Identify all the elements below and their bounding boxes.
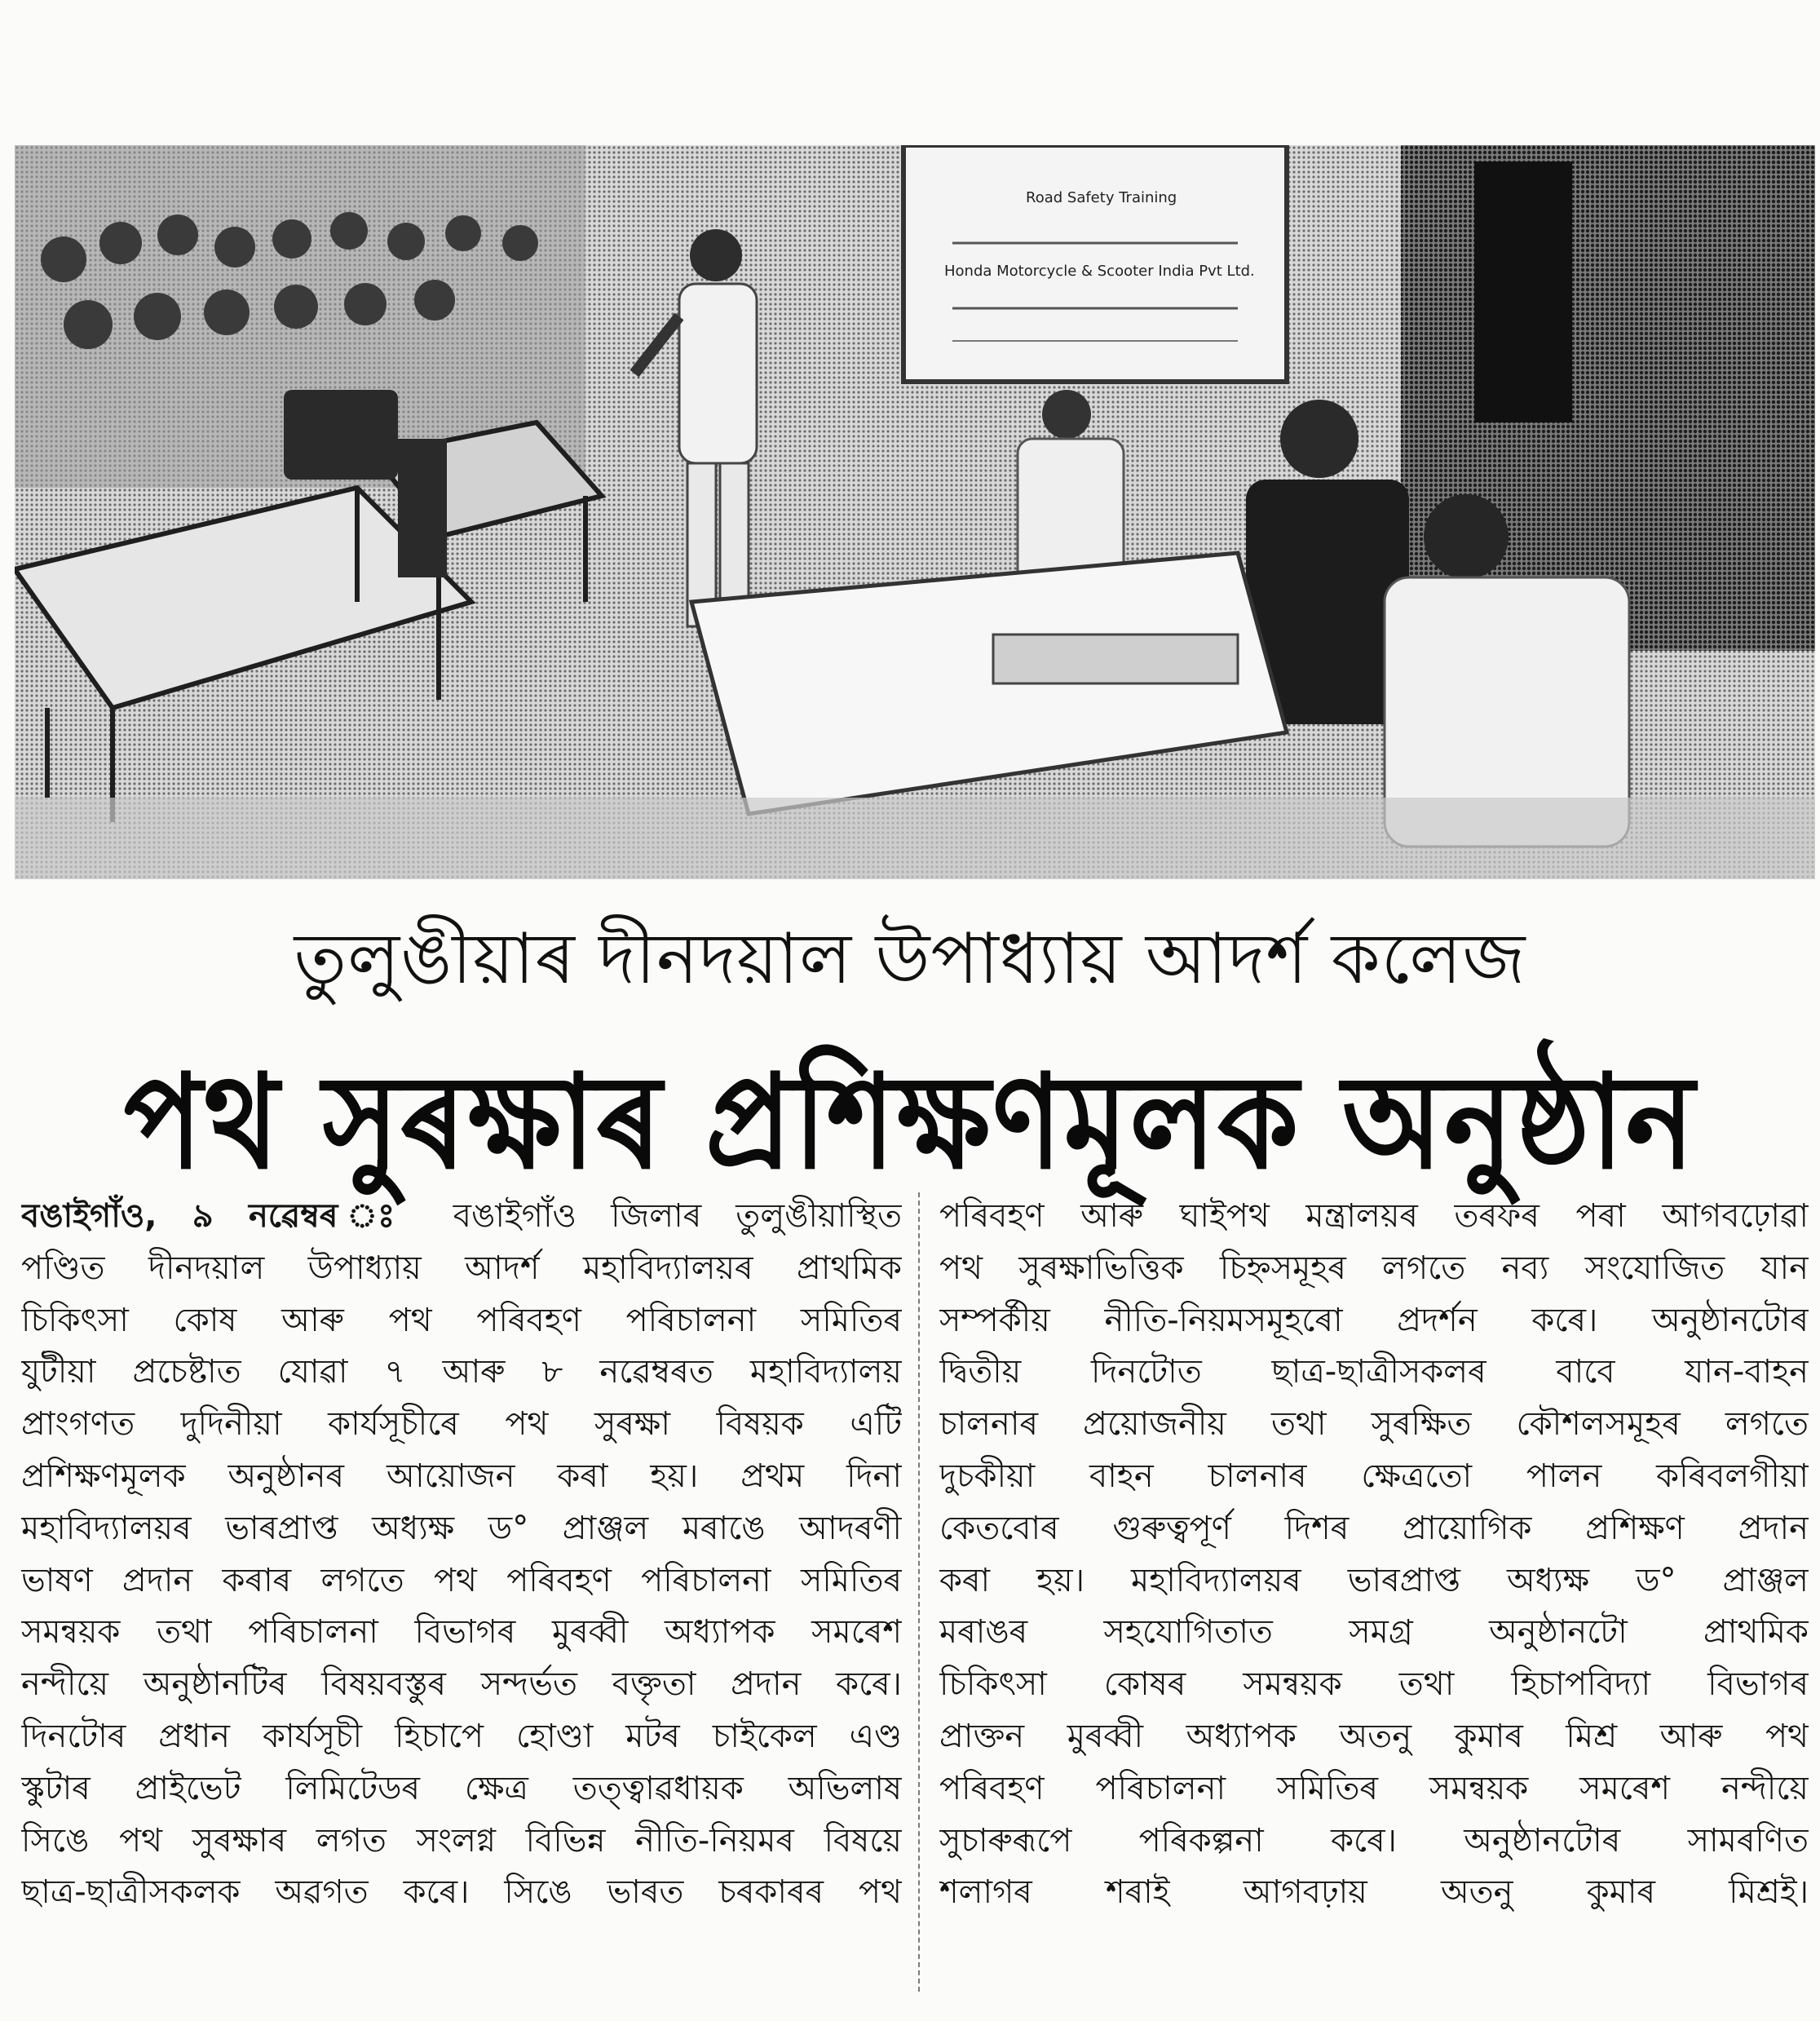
text-line-segment: বঙাইগাঁও জিলাৰ তুলুঙীয়াস্থিত: [453, 1197, 902, 1235]
text-line: সুচাৰুৰূপে পৰিকল্পনা কৰে। অনুষ্ঠানটোৰ সামৰণিত: [939, 1821, 1809, 1860]
event-photo: [15, 145, 1815, 879]
dateline: বঙাইগাঁও, ৯ নৱেম্বৰ ঃ: [21, 1197, 419, 1235]
text-line: চিকিৎসা কোষ আৰু পথ পৰিবহণ পৰিচালনা সমিতিৰ: [21, 1301, 902, 1339]
text-line: দ্বিতীয় দিনটোত ছাত্ৰ-ছাত্ৰীসকলৰ বাবে যান-বাহন: [939, 1353, 1809, 1391]
text-line: কেতবোৰ গুৰুত্বপূৰ্ণ দিশৰ প্ৰায়োগিক প্ৰশিক্ষণ প্ৰদান: [939, 1509, 1809, 1547]
article-column-right: [939, 1191, 1809, 1919]
event-photo-illustration: [15, 145, 1815, 879]
text-line: পৰিবহণ আৰু ঘাইপথ মন্ত্ৰালয়ৰ তৰফৰ পৰা আগবঢ়োৱা: [939, 1197, 1809, 1235]
text-line: প্ৰশিক্ষণমূলক অনুষ্ঠানৰ আয়োজন কৰা হয়। প্ৰথম দিনা: [21, 1457, 902, 1495]
headline: পথ সুৰক্ষাৰ প্ৰশিক্ষণমূলক অনুষ্ঠান: [123, 1047, 1697, 1198]
text-line: যুটীয়া প্ৰচেষ্টাত যোৱা ৭ আৰু ৮ নৱেম্বৰত মহাবিদ্যালয়: [21, 1353, 902, 1391]
text-line: মহাবিদ্যালয়ৰ ভাৰপ্ৰাপ্ত অধ্যক্ষ ড° প্ৰাঞ্জল মৰাঙে আদৰণী: [21, 1509, 902, 1547]
text-line: শলাগৰ শৰাই আগবঢ়ায় অতনু কুমাৰ মিশ্ৰই।: [939, 1873, 1809, 1912]
text-line: [21, 1191, 902, 1243]
text-line: চিকিৎসা কোষৰ সমন্বয়ক তথা হিচাপবিদ্যা বিভাগৰ: [939, 1665, 1809, 1704]
text-line: মৰাঙৰ সহযোগিতাত সমগ্ৰ অনুষ্ঠানটো প্ৰাথমিক: [939, 1613, 1809, 1652]
door: [1474, 161, 1572, 422]
text-line: চালনাৰ প্ৰয়োজনীয় তথা সুৰক্ষিত কৌশলসমূহৰ লগতে: [939, 1405, 1809, 1444]
text-line: সমন্বয়ক তথা পৰিচালনা বিভাগৰ মুৰব্বী অধ্যাপক সমৰেশ: [21, 1613, 902, 1652]
text-line: দিনটোৰ প্ৰধান কাৰ্যসূচী হিচাপে হোণ্ডা মটৰ চাইকেল এণ্ড: [21, 1717, 902, 1755]
kicker-heading: তুলুঙীয়াৰ দীনদয়াল উপাধ্যায় আদৰ্শ কলেজ: [294, 918, 1526, 1000]
text-line: প্ৰাক্তন মুৰব্বী অধ্যাপক অতনু কুমাৰ মিশ্ৰ আৰু পথ: [939, 1717, 1809, 1755]
text-line: পৰিবহণ পৰিচালনা সমিতিৰ সমন্বয়ক সমৰেশ নন্দীয়ে: [939, 1769, 1809, 1807]
banner-line-1: Road Safety Training: [1026, 189, 1177, 206]
text-line: দুচকীয়া বাহন চালনাৰ ক্ষেত্ৰতো পালন কৰিবলগীয়া: [939, 1457, 1809, 1495]
text-line: সম্পৰ্কীয় নীতি-নিয়মসমূহৰো প্ৰদৰ্শন কৰে। অনুষ্ঠানটোৰ: [939, 1301, 1809, 1339]
text-line: ছাত্ৰ-ছাত্ৰীসকলক অৱগত কৰে। সিঙে ভাৰত চৰকাৰৰ পথ: [21, 1873, 902, 1912]
text-line: নন্দীয়ে অনুষ্ঠানটিৰ বিষয়বস্তুৰ সন্দৰ্ভত বক্তৃতা প্ৰদান কৰে।: [21, 1665, 902, 1704]
text-line: ভাষণ প্ৰদান কৰাৰ লগতে পথ পৰিবহণ পৰিচালনা সমিতিৰ: [21, 1561, 902, 1599]
text-line: সিঙে পথ সুৰক্ষাৰ লগত সংলগ্ন বিভিন্ন নীতি-নিয়মৰ বিষয়ে: [21, 1821, 902, 1860]
text-line: স্কুটাৰ প্ৰাইভেট লিমিটেডৰ ক্ষেত্ৰ তত্ত্বাৱধায়ক অভিলাষ: [21, 1769, 902, 1807]
banner-line-2: Honda Motorcycle & Scooter India Pvt Ltd.: [944, 263, 1255, 280]
floor: [15, 798, 1815, 879]
article-column-left: [21, 1191, 902, 1919]
text-line: পণ্ডিত দীনদয়াল উপাধ্যায় আদৰ্শ মহাবিদ্যালয়ৰ প্ৰাথমিক: [21, 1249, 902, 1287]
text-line: পথ সুৰক্ষাভিত্তিক চিহ্নসমূহৰ লগতে নব্য সংযোজিত যান: [939, 1249, 1809, 1287]
text-line: প্ৰাংগণত দুদিনীয়া কাৰ্যসূচীৰে পথ সুৰক্ষা বিষয়ক এটি: [21, 1405, 902, 1444]
text-line: কৰা হয়। মহাবিদ্যালয়ৰ ভাৰপ্ৰাপ্ত অধ্যক্ষ ড° প্ৰাঞ্জল: [939, 1561, 1809, 1599]
column-divider: [918, 1192, 920, 1992]
